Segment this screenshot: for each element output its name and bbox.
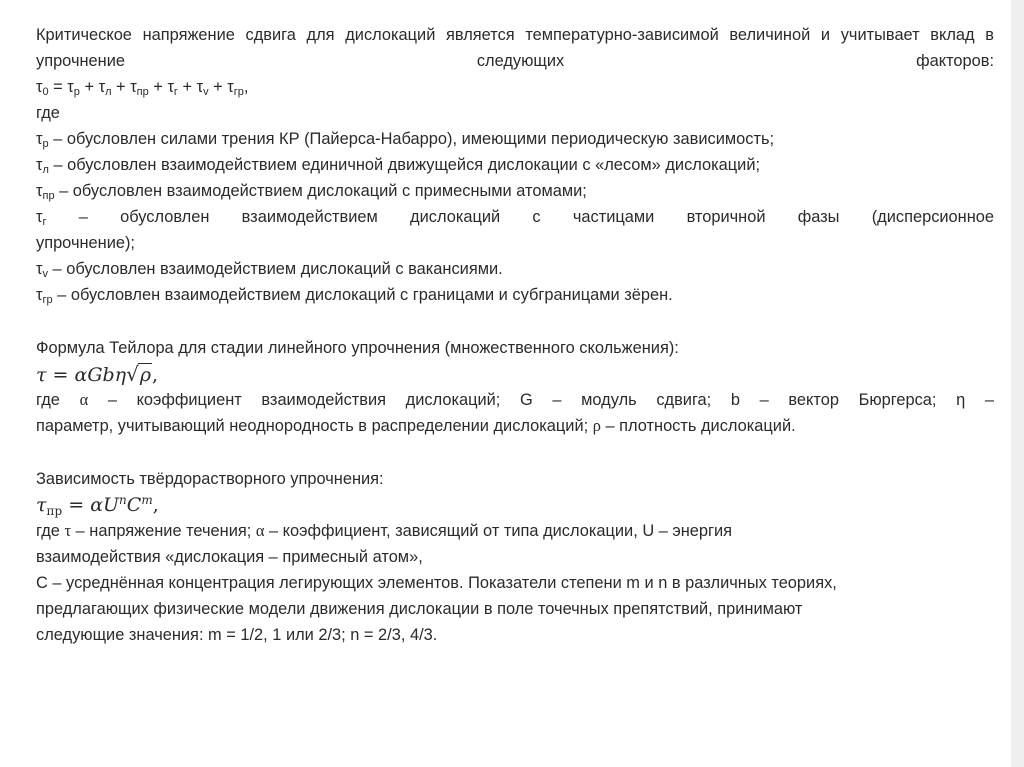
desc-text: – коэффициент, зависящий от типа дислокации, U – энергия (264, 522, 733, 540)
formula-operator: = (48, 78, 68, 96)
square-root (126, 361, 152, 388)
desc-text: параметр, учитывающий неоднородность в распределении дислокаций; (36, 417, 593, 435)
formula-expression: αU (90, 494, 120, 516)
solid-solution-description-line-4: предлагающих физические модели движения дислокации в поле точечных препятствий, принимают (36, 600, 803, 618)
intro-paragraph: Критическое напряжение сдвига для дислокаций является температурно-зависимой величиной и учитывает вклад в упрочнение следующих факторов: (36, 26, 994, 70)
formula-operator: = (46, 364, 75, 386)
item-symbol: τ (36, 182, 43, 200)
item-text: – обусловлен взаимодействием дислокаций с частицами вторичной фазы (дисперсионное (46, 208, 994, 226)
item-text: – обусловлен взаимодействием дислокаций с границами и субграницами зёрен. (52, 286, 673, 304)
taylor-formula (36, 361, 994, 387)
item-text: – обусловлен взаимодействием единичной движущейся дислокации с «лесом» дислокаций; (48, 156, 761, 174)
list-item-grain-boundaries (36, 282, 994, 308)
formula-symbol: τ (196, 78, 204, 96)
solid-solution-description-line-5: следующие значения: m = 1/2, 1 или 2/3; n = 2/3, 4/3. (36, 626, 438, 644)
item-symbol: τ (36, 130, 43, 148)
item-symbol: τ (36, 260, 43, 278)
formula-symbol: τ (98, 78, 106, 96)
formula-subscript: л (105, 86, 112, 98)
formula-subscript: р (73, 86, 80, 98)
formula-symbol: τ (36, 78, 43, 96)
formula-symbol: τ (67, 78, 74, 96)
formula-exponent: m (141, 493, 153, 507)
formula-subscript: v (203, 86, 209, 98)
sqrt-sign: √ (126, 362, 139, 386)
formula-symbol: τ (36, 494, 47, 516)
solid-solution-description-line-3: C – усреднённая концентрация легирующих элементов. Показатели степени m и n в различных теориях, (36, 574, 837, 592)
where-label: где (36, 104, 60, 122)
item-symbol: τ (36, 208, 43, 226)
slide-edge (1011, 0, 1024, 767)
desc-text: где (36, 522, 65, 540)
taylor-description-line-2 (36, 413, 994, 439)
formula-subscript: г (173, 86, 178, 98)
item-text: – обусловлен взаимодействием дислокаций с вакансиями. (47, 260, 503, 278)
item-text: – обусловлен силами трения КР (Пайерса-Набарро), имеющими периодическую зависимость; (48, 130, 775, 148)
slide-content (36, 22, 994, 648)
rho-symbol: ρ (592, 416, 601, 435)
solid-solution-heading: Зависимость твёрдорастворного упрочнения: (36, 470, 384, 488)
list-item-forest (36, 152, 994, 178)
formula-punctuation: , (243, 78, 249, 96)
solid-solution-description-line-2: взаимодействия «дислокация – примесный атом», (36, 548, 423, 566)
formula-operator: + (111, 78, 131, 96)
alpha-symbol: α (79, 390, 89, 409)
formula-symbol: τ (130, 78, 137, 96)
formula-exponent: n (119, 493, 127, 507)
solid-solution-description-line-1 (36, 518, 994, 544)
formula-punctuation: , (152, 494, 159, 516)
item-subscript: г (42, 216, 47, 228)
solid-solution-formula (36, 492, 994, 518)
formula-expression: C (126, 494, 142, 516)
formula-operator: + (177, 78, 197, 96)
taylor-description-line-1 (36, 387, 994, 413)
list-item-impurity (36, 178, 994, 204)
list-item-vacancies (36, 256, 994, 282)
formula-expression: αGbη (74, 364, 127, 386)
formula-operator: + (79, 78, 99, 96)
tau-symbol: τ (64, 521, 72, 540)
section-spacer (36, 308, 994, 335)
alpha-symbol: α (255, 521, 265, 540)
item-text: – обусловлен взаимодействием дислокаций с примесными атомами; (54, 182, 587, 200)
item-subscript: л (42, 164, 49, 176)
item-subscript: v (42, 268, 48, 280)
item-subscript: гр (42, 294, 53, 306)
item-symbol: τ (36, 286, 43, 304)
list-item-particles (36, 204, 994, 230)
desc-text: где (36, 391, 80, 409)
formula-symbol: τ (167, 78, 174, 96)
desc-text: – плотность дислокаций. (600, 417, 796, 435)
formula-subscript: гр (233, 86, 244, 98)
formula-symbol: τ (227, 78, 234, 96)
shear-formula (36, 74, 994, 100)
formula-operator: + (148, 78, 168, 96)
formula-operator: = (62, 494, 91, 516)
sqrt-radicand: ρ (139, 364, 151, 386)
list-item-friction (36, 126, 994, 152)
desc-text: – коэффициент взаимодействия дислокаций; G – модуль сдвига; b – вектор Бюргерса; η – (88, 391, 994, 409)
taylor-heading: Формула Тейлора для стадии линейного упрочнения (множественного скольжения): (36, 339, 679, 357)
item-subscript: пр (42, 190, 55, 202)
formula-symbol: τ (36, 364, 47, 386)
item-symbol: τ (36, 156, 43, 174)
formula-operator: + (208, 78, 228, 96)
section-spacer (36, 439, 994, 466)
formula-subscript: пр (46, 504, 63, 518)
formula-subscript: 0 (42, 86, 49, 98)
formula-punctuation: , (152, 364, 159, 386)
formula-subscript: пр (136, 86, 149, 98)
item-subscript: р (42, 138, 49, 150)
desc-text: – напряжение течения; (71, 522, 256, 540)
list-item-particles-continued: упрочнение); (36, 234, 135, 252)
